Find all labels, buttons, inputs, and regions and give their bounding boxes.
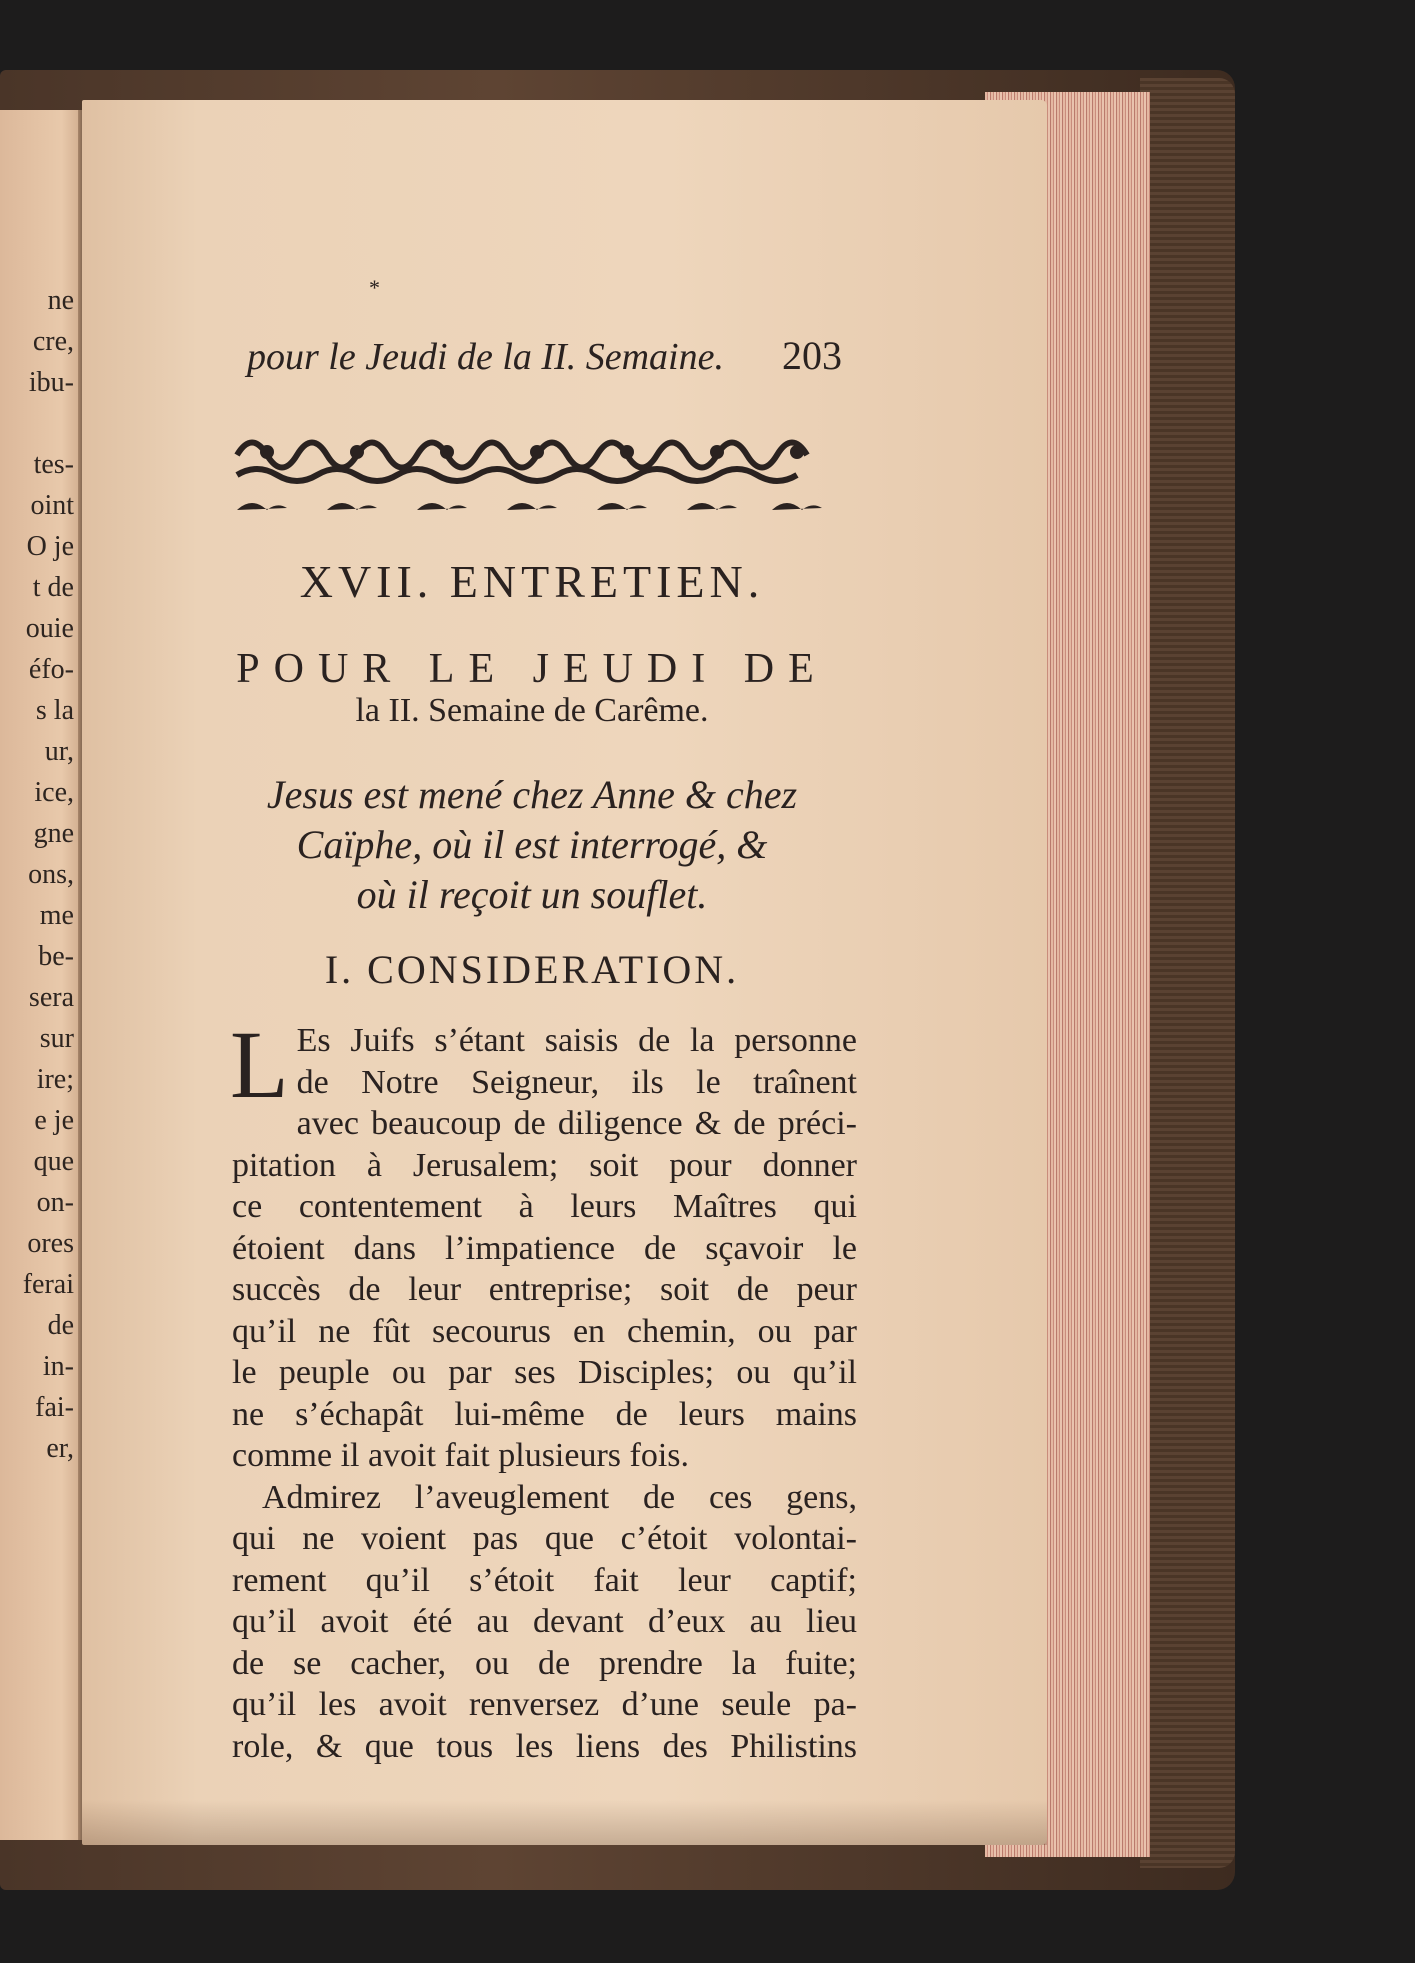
previous-page-fragment: ice, xyxy=(34,777,74,808)
previous-page-fragment: ores xyxy=(27,1228,74,1259)
previous-page-fragment: de xyxy=(47,1310,74,1341)
previous-page-fragment: que xyxy=(33,1146,74,1177)
drop-cap: L xyxy=(230,1011,289,1118)
ornament-band xyxy=(232,420,832,520)
section-heading: I. CONSIDERATION. xyxy=(324,947,740,992)
previous-page-fragment: sur xyxy=(39,1023,74,1054)
text-line: avec beaucoup de diligence & de préci- xyxy=(296,1105,857,1142)
text-line: rement qu’il s’étoit fait leur captif; xyxy=(232,1561,857,1599)
body-text xyxy=(230,1011,857,1767)
previous-page-fragment: ons, xyxy=(28,859,74,890)
previous-page-fragment: me xyxy=(39,900,74,931)
book-page xyxy=(82,100,1047,1845)
previous-page-fragment: e je xyxy=(34,1105,74,1136)
subtitle-line-1: POUR LE JEUDI DE xyxy=(236,646,828,692)
previous-page-fragment: ne xyxy=(47,285,74,316)
text-line: qu’il avoit été au devant d’eux au lieu xyxy=(232,1603,857,1640)
text-line: de Notre Seigneur, ils le traînent xyxy=(296,1063,857,1101)
text-line: étoient dans l’impatience de sçavoir le xyxy=(232,1229,857,1267)
page-bottom-shadow xyxy=(82,1800,1047,1845)
previous-page-fragment xyxy=(0,403,74,444)
text-line: le peuple ou par ses Disciples; ou qu’il xyxy=(232,1354,857,1391)
summary-line: Caïphe, où il est interrogé, & xyxy=(296,822,768,867)
text-line: qu’il ne fût secourus en chemin, ou par xyxy=(232,1312,857,1350)
previous-page-fragment: O je xyxy=(26,531,74,562)
previous-page-fragment: ferai xyxy=(22,1269,74,1300)
running-head xyxy=(247,332,842,379)
previous-page-fragment: tes- xyxy=(33,449,74,480)
summary-line: où il reçoit un souflet. xyxy=(356,872,708,917)
previous-page-fragment: on- xyxy=(36,1187,74,1218)
previous-page-fragment: oint xyxy=(30,490,74,521)
page-number: 203 xyxy=(782,333,842,378)
previous-page-fragment: er, xyxy=(46,1433,74,1464)
subtitle-line-2: la II. Semaine de Carême. xyxy=(355,692,709,729)
chapter-summary xyxy=(222,770,842,920)
previous-page-fragment: ouie xyxy=(25,613,74,644)
text-line: ce contentement à leurs Maîtres qui xyxy=(232,1188,857,1225)
previous-page-text xyxy=(0,280,74,1469)
previous-page-fragment: in- xyxy=(42,1351,74,1382)
text-line: ne s’échapât lui-même de leurs mains xyxy=(232,1395,857,1433)
previous-page-fragment: éfo- xyxy=(28,654,74,685)
text-line: Es Juifs s’étant saisis de la personne xyxy=(296,1022,857,1059)
text-line: succès de leur entreprise; soit de peur xyxy=(232,1271,857,1308)
text-line: qui ne voient pas que c’étoit volontai- xyxy=(232,1520,857,1557)
text-line: de se cacher, ou de prendre la fuite; xyxy=(232,1644,857,1682)
previous-page-fragment: fai- xyxy=(35,1392,74,1423)
star-mark: * xyxy=(369,275,380,300)
previous-page-fragment: ur, xyxy=(44,736,74,767)
previous-page-fragment: t de xyxy=(32,572,74,603)
previous-page-fragment: cre, xyxy=(32,326,74,357)
running-head-text: pour le Jeudi de la II. Semaine. xyxy=(247,336,724,378)
previous-page-fragment: sera xyxy=(28,982,74,1013)
text-line: role, & que tous les liens des Philistins xyxy=(232,1727,857,1765)
summary-line: Jesus est mené chez Anne & chez xyxy=(266,772,798,817)
chapter-title: XVII. ENTRETIEN. xyxy=(299,556,765,607)
previous-page-fragment: s la xyxy=(35,695,74,726)
text-line: qu’il les avoit renversez d’une seule pa- xyxy=(232,1686,857,1723)
previous-page-fragment: ibu- xyxy=(28,367,74,398)
text-line: comme il avoit fait plusieurs fois. xyxy=(232,1437,690,1474)
previous-page-fragment: gne xyxy=(33,818,74,849)
book-spine-edge xyxy=(1140,78,1235,1868)
previous-page-fragment: be- xyxy=(38,941,74,972)
previous-page-fragment: ire; xyxy=(36,1064,74,1095)
text-line: pitation à Jerusalem; soit pour donner xyxy=(232,1146,857,1184)
text-line: Admirez l’aveuglement de ces gens, xyxy=(262,1478,857,1516)
